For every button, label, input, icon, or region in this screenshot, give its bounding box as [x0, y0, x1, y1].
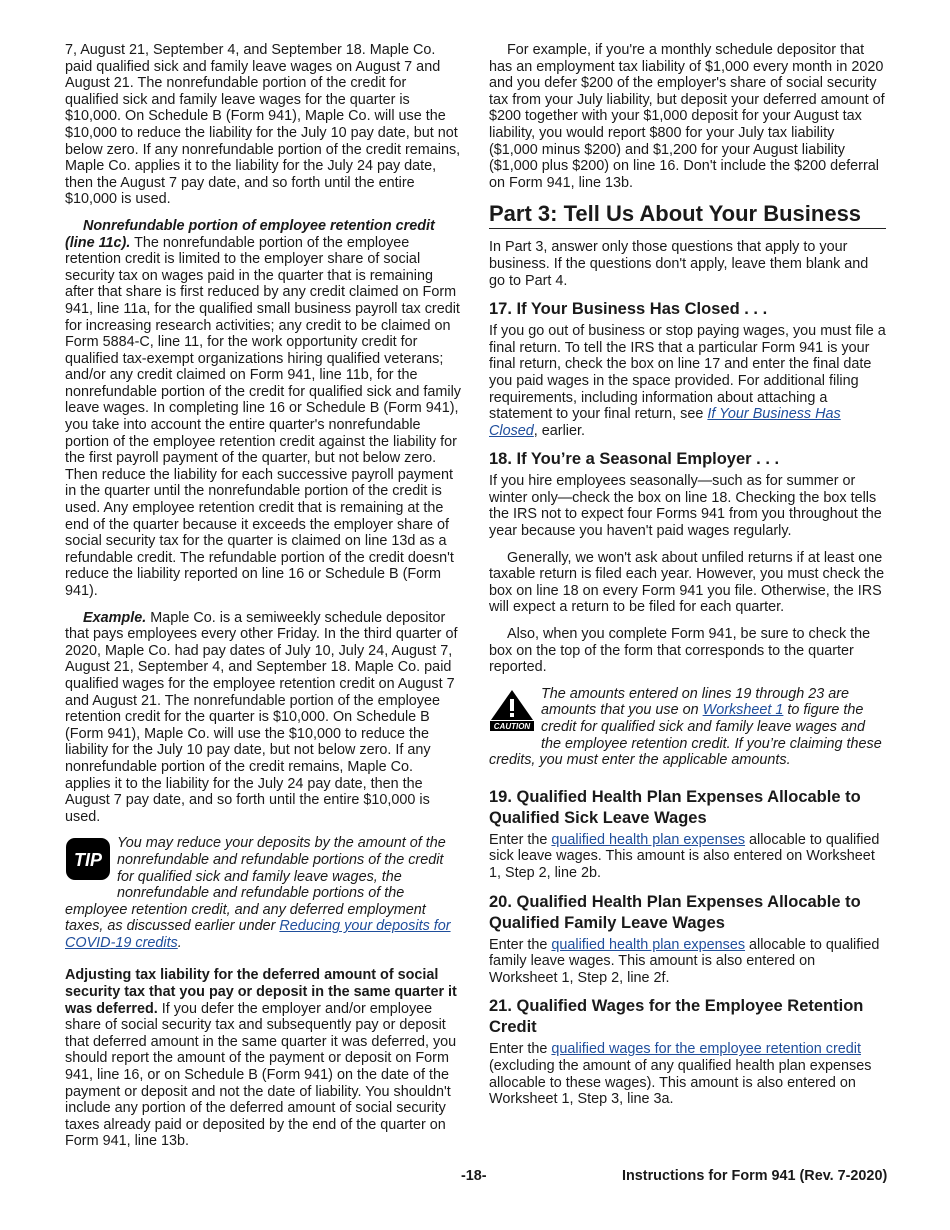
section-18-p3: Also, when you complete Form 941, be sure to check the box on the top of the form that corresponds to the quarter reported.: [489, 626, 871, 676]
section-20-pre: Enter the: [489, 936, 548, 953]
section-17-heading: 17. If Your Business Has Closed . . .: [489, 300, 768, 319]
footer-form-title: Instructions for Form 941 (Rev. 7-2020): [622, 1168, 888, 1184]
example-heading: Example.: [83, 609, 147, 626]
tip-link-reducing-deposits[interactable]: Reducing your deposits for COVID-19 credits: [65, 918, 451, 951]
caution-pre: The amounts entered on lines 19 through 23 are amounts that you use on: [541, 685, 850, 719]
caution-icon-label: CAUTION: [493, 721, 531, 731]
adjusting-liability-heading: Adjusting tax liability for the deferred amount of social security tax that you pay or deposit in the same quarter it was deferred.: [65, 967, 457, 1017]
retention-credit-heading: Nonrefundable portion of employee retention credit (line 11c).: [65, 217, 435, 251]
tip-note: [65, 835, 461, 951]
section-18-p1: If you hire employees seasonally—such as for summer or winter only—check the box on line 18. Checking the box tells the IRS not to expect four Forms 941 from you throughout the year because you haven't paid wages regularly.: [489, 473, 882, 540]
tip-text: You may reduce your deposits by the amount of the nonrefundable and refundable portions of the credit for qualified sick and family leave wages, the nonrefundable and refundable portions of the employee retention credit, and any deferred employment taxes, as discussed earlier under: [65, 835, 446, 935]
retention-credit-body: The nonrefundable portion of the employee retention credit is limited to the employer share of social security tax on wages paid in the quarter that is remaining after that share is first reduced by any credit claimed on Form 941, line 11a, for the qualified small business payroll tax credit for increasing research activities; any credit to be claimed on Form 5884-C, line 11, for the work opportunity credit for qualified tax-exempt organizations hiring qualified veterans; and/or any credit claimed on Form 941, line 11b, for the nonrefundable portion of the credit for qualified sick and family leave wages. In completing line 16 or Schedule B (Form 941), you take into account the entire quarter's nonrefundable portion of the employee retention credit against the liability for the first payroll payment of the quarter, but not below zero. Then reduce the liability for each successive payroll payment in the quarter until the nonrefundable portion of the credit is used. Any employee retention credit that is remaining at the end of the quarter because it exceeds the employer share of social security tax for the quarter is claimed on line 13d as a refundable credit. The refundable portion of the credit doesn't reduce the liability reported on line 16 or Schedule B (Form 941).: [65, 234, 461, 599]
section-17-body: If you go out of business or stop paying wages, you must file a final return. To tell the IRS that a particular Form 941 is your final return, check the box on line 17 and enter the final date you paid wages in the space provided. For additional filing requirements, including information about attaching a statement to your final return, see: [489, 323, 886, 423]
page-number: -18-: [461, 1168, 487, 1184]
section-21-text: [489, 1041, 886, 1107]
paragraph-adjusting-liability: [65, 967, 461, 1150]
tip-icon-label: TIP: [73, 850, 103, 871]
paragraph-sick-leave-example-end: 7, August 21, September 4, and September 18. Maple Co. paid qualified sick and family leave wages on August 7 and August 21. The nonrefundable portion of the credit for qualified sick and family leave wages for the quarter is $10,000. On Schedule B (Form 941), Maple Co. will use the $10,000 to reduce the liability for the July 10 pay date, but not below zero. If any nonrefundable portion of the credit remains, Maple Co. applies it to the liability for the July 24 pay date, then the August 7 pay date, and so forth until the entire $10,000 is used.: [65, 42, 461, 208]
section-21-pre: Enter the: [489, 1041, 548, 1058]
link-health-plan-expenses-sick[interactable]: qualified health plan expenses: [551, 831, 746, 848]
paragraph-example: [65, 610, 461, 826]
caution-post: to figure the credit for qualified sick and family leave wages and the employee retention credit. If you’re claiming these credits, you must enter the applicable amounts.: [489, 702, 882, 769]
section-19-heading: 19. Qualified Health Plan Expenses Allocable to Qualified Sick Leave Wages: [489, 787, 861, 827]
section-21-post: (excluding the amount of any qualified health plan expenses allocable to these wages). This amount is also entered on Worksheet 1, Step 3, line 3a.: [489, 1057, 872, 1108]
paragraph-retention-credit: [65, 218, 461, 600]
caution-note: [489, 686, 886, 769]
section-18-heading: 18. If You’re a Seasonal Employer . . .: [489, 450, 780, 469]
part3-title: Part 3: Tell Us About Your Business: [489, 201, 886, 229]
caution-icon: [489, 688, 535, 737]
link-health-plan-expenses-family[interactable]: qualified health plan expenses: [551, 936, 746, 953]
tip-end: .: [177, 934, 182, 951]
link-if-business-closed[interactable]: If Your Business Has Closed: [489, 406, 841, 439]
adjusting-liability-body: If you defer the employer and/or employee share of social security tax and subsequently pay or deposit that deferred amount in the same quarter it was deferred, you should report the amount of the payment or deposit on Form 941, line 16, or on Schedule B (Form 941) on the date of the payment or deposit and not the date of liability. You shouldn't include any portion of the deferred amount of social security taxes already paid or deposited by the end of the quarter on Form 941, line 13b.: [65, 1000, 457, 1150]
section-20-heading: 20. Qualified Health Plan Expenses Allocable to Qualified Family Leave Wages: [489, 892, 861, 932]
link-qualified-wages-retention[interactable]: qualified wages for the employee retention credit: [551, 1041, 861, 1058]
paragraph-monthly-depositor-example: For example, if you're a monthly schedule depositor that has an employment tax liability of $1,000 every month in 2020 and you defer $200 of the employer's share of social security tax from your July liability, but deposit your deferred amount of $200 together with your $1,000 deposit for your August tax liability, you would report $800 for your July tax liability ($1,000 minus $200) and $1,200 for your August liability ($1,000 plus $200) on line 16. Don't include the $200 deferral on Form 941, line 13b.: [489, 42, 885, 191]
right-column: [489, 42, 886, 1118]
section-19-post: allocable to qualified sick leave wages. This amount is also entered on Worksheet 1, Step 2, line 2b.: [489, 831, 880, 881]
section-19-text: [489, 832, 886, 882]
link-worksheet-1[interactable]: Worksheet 1: [702, 702, 784, 719]
section-20-text: [489, 937, 886, 987]
section-18-p2: Generally, we won't ask about unfiled returns if at least one taxable return is filed each year. However, you must check the box on line 18 on every Form 941 you file. Otherwise, the IRS will expect a return to be filed for each quarter.: [489, 549, 885, 616]
section-20-post: allocable to qualified family leave wages. This amount is also entered on Worksheet 1, Step 2, line 2f.: [489, 936, 880, 986]
section-19-pre: Enter the: [489, 831, 548, 848]
example-body: Maple Co. is a semiweekly schedule depositor that pays employees every other Friday. In the third quarter of 2020, Maple Co. had pay dates of July 10, July 24, August 7, August 21, September 4, and September 18. Maple Co. paid qualified wages for the employee retention credit on August 7 and August 21. The nonrefundable portion of the employee retention credit for the quarter is $10,000. On Schedule B (Form 941), Maple Co. will use the $10,000 to reduce the liability for the July 10 pay date, but not below zero. If any nonrefundable portion of the credit remains, Maple Co. applies it to the liability for the July 24 pay date, then the August 7 pay date, and so forth until the entire $10,000 is used.: [65, 609, 458, 825]
section-17-text: [489, 323, 886, 439]
left-column: [65, 42, 461, 1160]
part3-intro: In Part 3, answer only those questions that apply to your business. If the questions don't apply, leave them blank and go to Part 4.: [489, 239, 869, 289]
tip-icon: [65, 837, 111, 886]
section-17-end: , earlier.: [533, 422, 585, 439]
section-21-heading: 21. Qualified Wages for the Employee Retention Credit: [489, 997, 864, 1037]
